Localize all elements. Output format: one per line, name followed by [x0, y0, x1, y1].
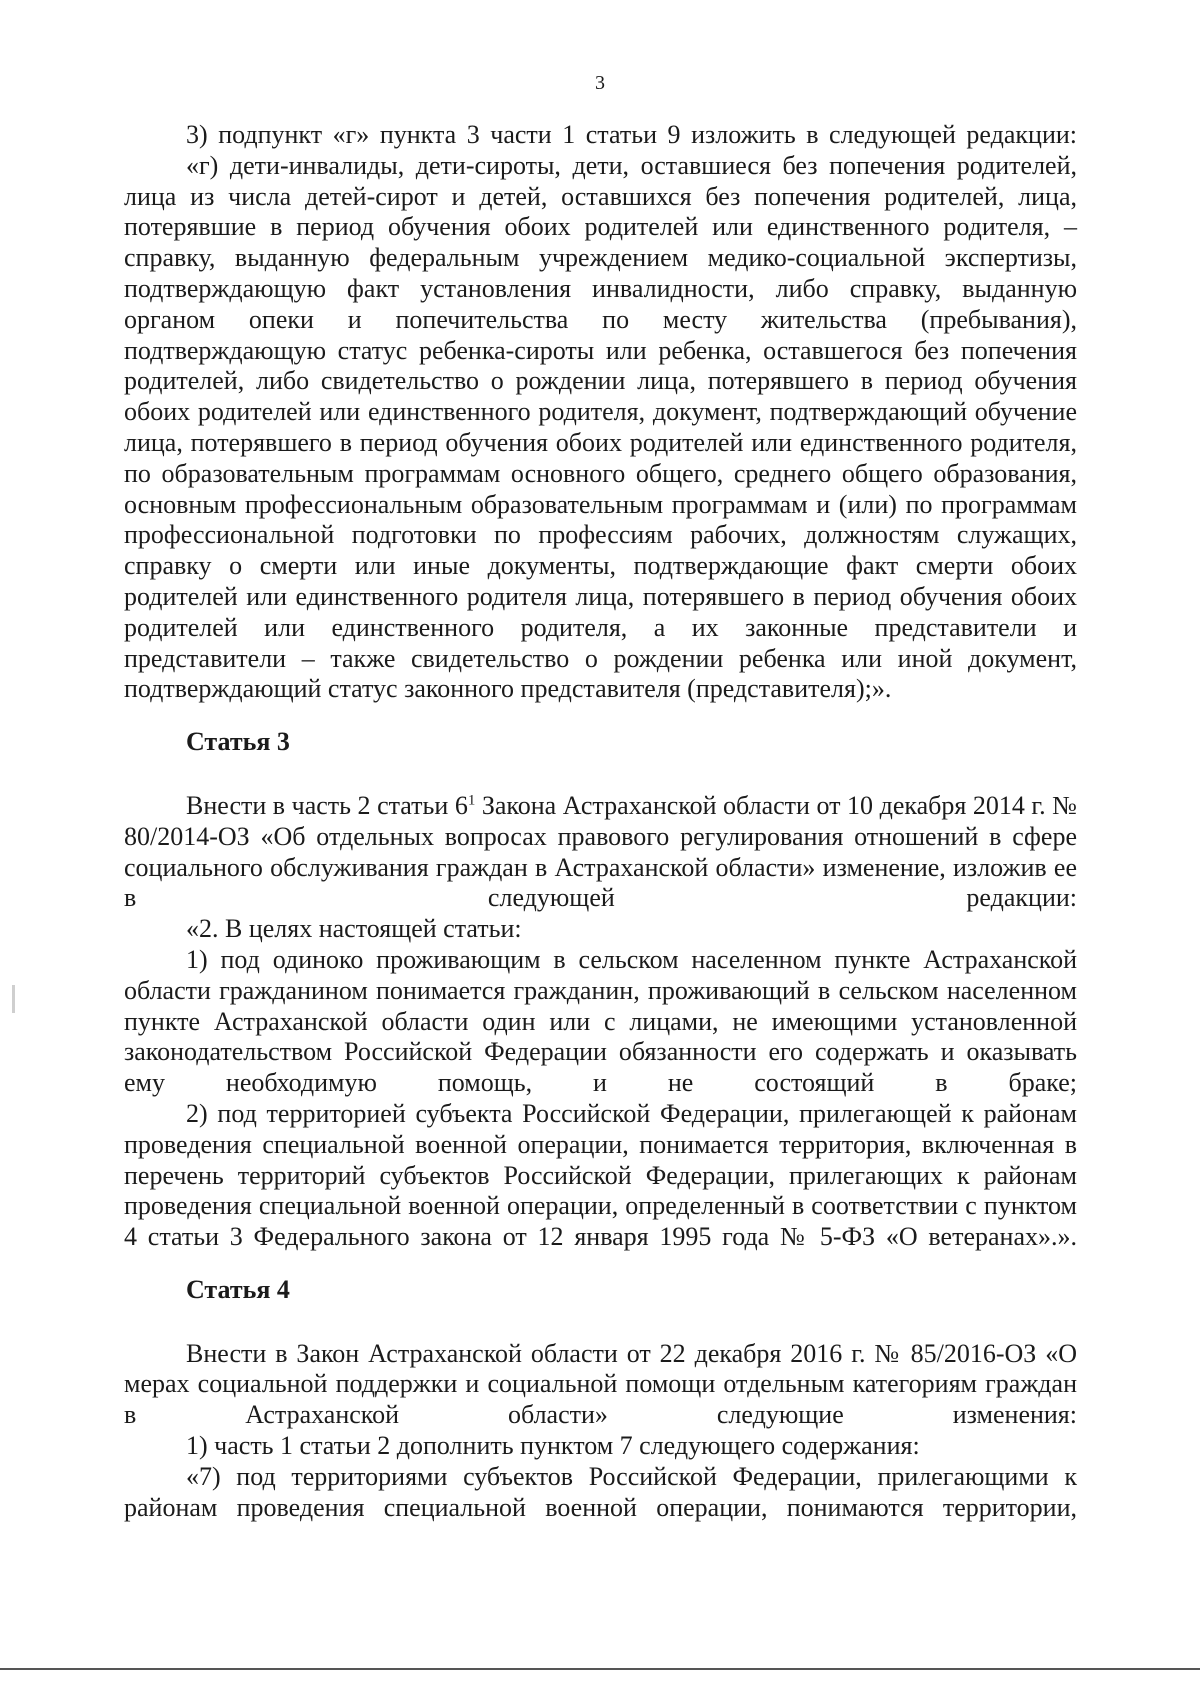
article3-intro-b: Закона Астраханской области от 10 декабря 2014 г. № 80/2014-ОЗ «Об отдельных вопросах правового регулирования отношений в сфере социального обслуживания граждан в Астраханской области» изменение, изложив ее в следующей редакции: [124, 790, 1077, 913]
article4-intro: Внести в Закон Астраханской области от 22 декабря 2016 г. № 85/2016-ОЗ «О мерах социальной поддержки и социальной помощи отдельным категориям граждан в Астраханской области» следующие изменения: [124, 1338, 1077, 1430]
article3-intro [124, 791, 1077, 914]
article3-heading: Статья 3 [186, 727, 290, 757]
article4-p3: «7) под территориями субъектов Российской Федерации, прилегающими к районам проведения специальной военной операции, понимаются территории, [124, 1461, 1077, 1522]
spacer [124, 758, 1077, 791]
spacer [124, 1306, 1077, 1339]
article3-p3: 1) под одиноко проживающим в сельском населенном пункте Астраханской области гражданином понимается гражданин, проживающий в сельском населенном пункте Астраханской области один или с лицами, не имеющими установленной законодательством Российской Федерации обязанности его содержать и оказывать ему необходимую помощь, и не состоящий в браке; [124, 944, 1077, 1098]
article3-p2: «2. В целях настоящей статьи: [186, 914, 522, 944]
article3-intro-a: Внести в часть 2 статьи 6 [186, 790, 468, 820]
scan-mark [12, 985, 15, 1013]
article3-intro-sup: 1 [467, 792, 476, 809]
bottom-rule [0, 1668, 1200, 1670]
item3-intro: 3) подпункт «г» пункта 3 части 1 статьи 9 изложить в следующей редакции: [186, 120, 1077, 149]
spacer [124, 705, 1077, 727]
page-number: 3 [595, 72, 605, 94]
spacer [124, 1253, 1077, 1275]
article4-heading: Статья 4 [186, 1274, 290, 1304]
article3-p4: 2) под территорией субъекта Российской Федерации, прилегающей к районам проведения специальной военной операции, понимается территория, включенная в перечень территорий субъектов Российской Федерации, прилегающих к районам проведения специальной военной операции, определенный в соответствии с пунктом 4 статьи 3 Федерального закона от 12 января 1995 года № 5-ФЗ «О ветеранах».». [124, 1098, 1077, 1252]
article4-p2: 1) часть 1 статьи 2 дополнить пунктом 7 следующего содержания: [186, 1431, 920, 1461]
item3-text: «г) дети-инвалиды, дети-сироты, дети, оставшиеся без попечения родителей, лица из числа детей-сирот и детей, оставшихся без попечения родителей, лица, потерявшие в период обучения обоих родителей или единственного родителя, – справку, выданную федеральным учреждением медико-социальной экспертизы, подтверждающую факт установления инвалидности, либо справку, выданную органом опеки и попечительства по месту жительства (пребывания), подтверждающую статус ребенка-сироты или ребенка, оставшегося без попечения родителей, либо свидетельство о рождении лица, потерявшего в период обучения обоих родителей или единственного родителя, документ, подтверждающий обучение лица, потерявшего в период обучения обоих родителей или единственного родителя, по образовательным программам основного общего, среднего общего образования, основным профессиональным образовательным программам и (или) по программам профессиональной подготовки по профессиям рабочих, должностям служащих, справку о смерти или иные документы, подтверждающие факт смерти обоих родителей или единственного родителя лица, потерявшего в период обучения обоих родителей или единственного родителя, а их законные представители и представители – также свидетельство о рождении ребенка или иной документ, подтверждающий статус законного представителя (представителя);». [124, 150, 1077, 704]
document-body [124, 120, 1077, 1523]
